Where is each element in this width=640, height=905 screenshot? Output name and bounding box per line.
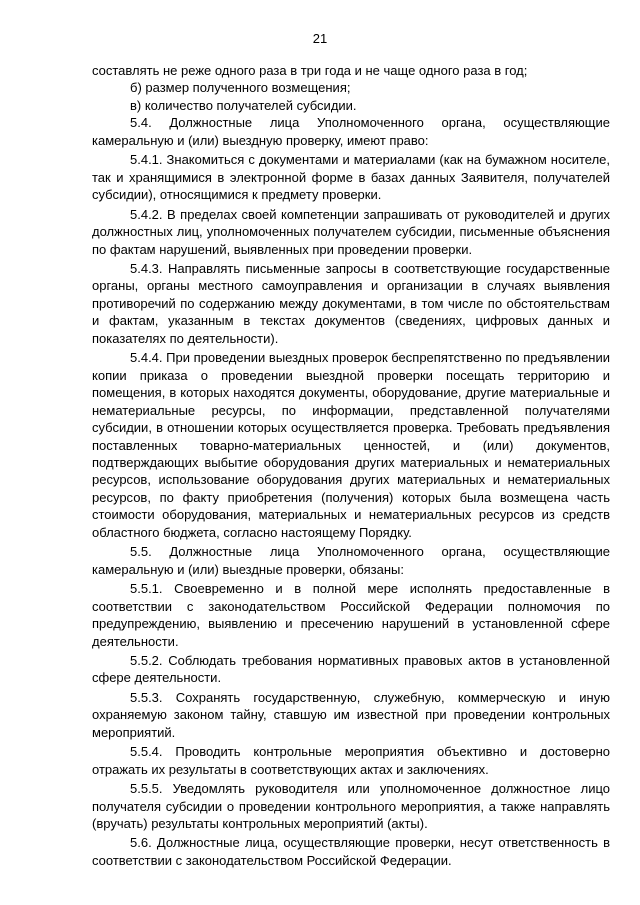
paragraph-item-b: б) размер полученного возмещения; — [130, 80, 351, 96]
document-body — [92, 62, 610, 869]
paragraph-item-v: в) количество получателей субсидии. — [130, 97, 357, 113]
paragraph-5-5-1: 5.5.1. Своевременно и в полной мере исполнять предоставленные в соответствии с законодательством Российской Федерации полномочия по предупреждению, выявлению и пресечению нарушений в установленной сфере деятельности. — [92, 581, 610, 649]
paragraph-5-5: 5.5. Должностные лица Уполномоченного органа, осуществляющие камеральную и (или) выездные проверки, обязаны: — [92, 544, 610, 577]
paragraph-5-5-4: 5.5.4. Проводить контрольные мероприятия объективно и достоверно отражать их результаты в соответствующих актах и заключениях. — [92, 744, 610, 777]
paragraph-5-5-2: 5.5.2. Соблюдать требования нормативных правовых актов в установленной сфере деятельности. — [92, 652, 610, 686]
paragraph-5-4-4: 5.4.4. При проведении выездных проверок беспрепятственно по предъявлении копии приказа о проведении выездной проверки посещать территорию и помещения, в которых находятся документы, оборудование, другие материальные и нематериальные ресурсы, по информации, представленной получателями субсидии, в отношении которых осуществляется проверка. Требовать предъявления поставленных товарно-материальных ценностей, и (или) документов, подтверждающих выбытие оборудования других материальных и нематериальных ресурсов, использование оборудования других материальных и нематериальных ресурсов, по факту приобретения (получения) которых была возмещена часть стоимости оборудования, материальных и нематериальных ресурсов из средств областного бюджета, согласно настоящему Порядку. — [92, 350, 611, 540]
paragraph-5-4-3: 5.4.3. Направлять письменные запросы в соответствующие государственные органы, органы местного самоуправления и организации в случаях выявления противоречий по содержанию между документами, в том числе по обстоятельствам и фактам, указанным в текстах документов (сведениях, цифровых данных и показателях по деятельности). — [92, 260, 610, 346]
paragraph-5-4-2: 5.4.2. В пределах своей компетенции запрашивать от руководителей и других должностных лиц, уполномоченных получателем субсидии, письменные объяснения по фактам нарушений, выявленных при проведении проверки. — [92, 206, 610, 257]
paragraph-5-4: 5.4. Должностные лица Уполномоченного органа, осуществляющие камеральную и (или) выездную проверку, имеют право: — [92, 115, 610, 148]
page-number: 21 — [312, 31, 328, 46]
paragraph-continuation: составлять не реже одного раза в три года и не чаще одного раза в год; — [92, 63, 528, 78]
paragraph-5-6: 5.6. Должностные лица, осуществляющие проверки, несут ответственность в соответствии с законодательством Российской Федерации. — [92, 835, 610, 868]
paragraph-5-5-3: 5.5.3. Сохранять государственную, служебную, коммерческую и иную охраняемую законом тайну, ставшую им известной при проведении контрольных мероприятий. — [92, 689, 610, 740]
paragraph-5-5-5: 5.5.5. Уведомлять руководителя или уполномоченное должностное лицо получателя субсидии о проведении контрольного мероприятия, а также направлять (вручать) результаты контрольных мероприятий (акты). — [92, 781, 610, 832]
paragraph-5-4-1: 5.4.1. Знакомиться с документами и материалами (как на бумажном носителе, так и хранящимися в электронной форме в базах данных Заявителя, получателей субсидии), относящимися к предмету проверки. — [92, 152, 610, 203]
